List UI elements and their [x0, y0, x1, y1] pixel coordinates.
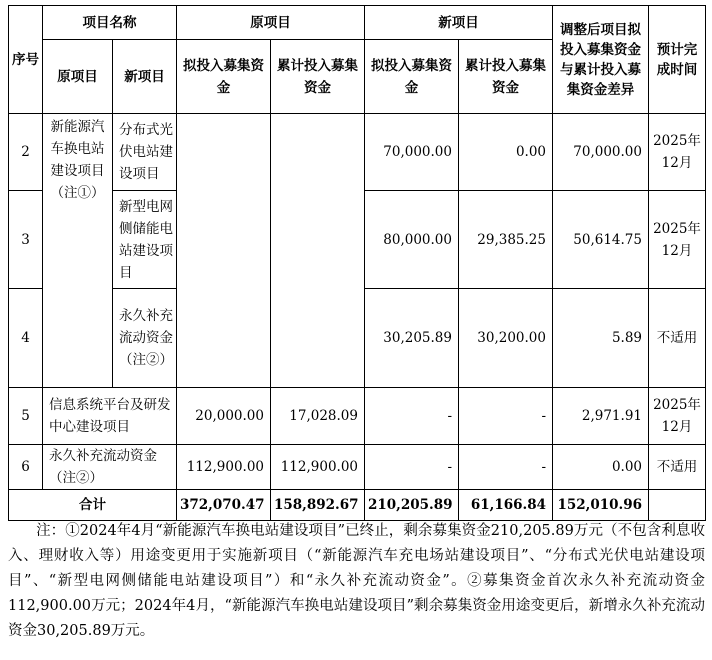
row-name: 永久补充流动资金（注②） — [43, 445, 177, 490]
group-orig-planned — [177, 114, 271, 388]
fund-usage-table — [8, 5, 706, 521]
row-new-accum: 29,385.25 — [459, 191, 553, 289]
header-orig-name: 原项目 — [43, 40, 113, 114]
table-row — [9, 445, 706, 490]
total-diff: 152,010.96 — [553, 490, 649, 521]
row-time: 2025年12月 — [649, 114, 706, 191]
total-orig-accum: 158,892.67 — [271, 490, 365, 521]
header-diff: 调整后项目拟投入募集资金与累计投入募集资金差异 — [553, 6, 649, 114]
row-orig-accum: 17,028.09 — [271, 388, 365, 445]
row-new-planned: 70,000.00 — [365, 114, 459, 191]
row-seq: 6 — [9, 445, 43, 490]
row-seq: 4 — [9, 289, 43, 388]
row-new-accum: - — [459, 388, 553, 445]
header-project-name: 项目名称 — [43, 6, 177, 40]
row-orig-accum: 112,900.00 — [271, 445, 365, 490]
header-completion: 预计完成时间 — [649, 6, 706, 114]
row-diff: 70,000.00 — [553, 114, 649, 191]
table-row — [9, 114, 706, 191]
row-new-planned: - — [365, 445, 459, 490]
row-new-name: 分布式光伏电站建设项目 — [113, 114, 177, 191]
header-new-planned: 拟投入募集资金 — [365, 40, 459, 114]
header-original-project: 原项目 — [177, 6, 365, 40]
footnote-text: 注：①2024年4月“新能源汽车换电站建设项目”已终止，剩余募集资金210,205.89万元（不包含利息收入、理财收入等）用途变更用于实施新项目（“新能源汽车充电场站建设项目”、“分布式光伏电站建设项目”、“新型电网侧储能电站建设项目”）和“永久补充流动资金”。②募集资金首次永久补充流动资金112,900.00万元；2024年4月，“新能源汽车换电站建设项目”剩余募集资金用途变更后，新增永久补充流动资金30,205.89万元。 — [8, 523, 705, 639]
header-seq: 序号 — [9, 6, 43, 114]
fund-table-container — [8, 5, 705, 521]
row-new-name: 新型电网侧储能电站建设项目 — [113, 191, 177, 289]
row-time: 2025年12月 — [649, 388, 706, 445]
total-new-accum: 61,166.84 — [459, 490, 553, 521]
group-orig-name: 新能源汽车换电站建设项目（注①） — [43, 114, 113, 388]
row-new-planned: 80,000.00 — [365, 191, 459, 289]
row-name: 信息系统平台及研发中心建设项目 — [43, 388, 177, 445]
row-time: 2025年12月 — [649, 191, 706, 289]
row-diff: 50,614.75 — [553, 191, 649, 289]
row-seq: 5 — [9, 388, 43, 445]
total-orig-planned: 372,070.47 — [177, 490, 271, 521]
row-diff: 5.89 — [553, 289, 649, 388]
header-new-name: 新项目 — [113, 40, 177, 114]
header-new-accum: 累计投入募集资金 — [459, 40, 553, 114]
total-time-empty — [649, 490, 706, 521]
row-diff: 0.00 — [553, 445, 649, 490]
total-label: 合计 — [9, 490, 177, 521]
row-seq: 2 — [9, 114, 43, 191]
header-orig-planned: 拟投入募集资金 — [177, 40, 271, 114]
group-orig-accum — [271, 114, 365, 388]
total-new-planned: 210,205.89 — [365, 490, 459, 521]
table-footnote — [8, 519, 705, 644]
header-orig-accum: 累计投入募集资金 — [271, 40, 365, 114]
row-new-name: 永久补充流动资金（注②） — [113, 289, 177, 388]
table-row — [9, 388, 706, 445]
row-orig-planned: 112,900.00 — [177, 445, 271, 490]
total-row — [9, 490, 706, 521]
row-new-accum: 0.00 — [459, 114, 553, 191]
row-new-planned: 30,205.89 — [365, 289, 459, 388]
row-time: 不适用 — [649, 445, 706, 490]
row-seq: 3 — [9, 191, 43, 289]
row-new-accum: 30,200.00 — [459, 289, 553, 388]
row-time: 不适用 — [649, 289, 706, 388]
row-diff: 2,971.91 — [553, 388, 649, 445]
header-new-project: 新项目 — [365, 6, 553, 40]
row-new-planned: - — [365, 388, 459, 445]
row-orig-planned: 20,000.00 — [177, 388, 271, 445]
header-row-1 — [9, 6, 706, 40]
row-new-accum: - — [459, 445, 553, 490]
